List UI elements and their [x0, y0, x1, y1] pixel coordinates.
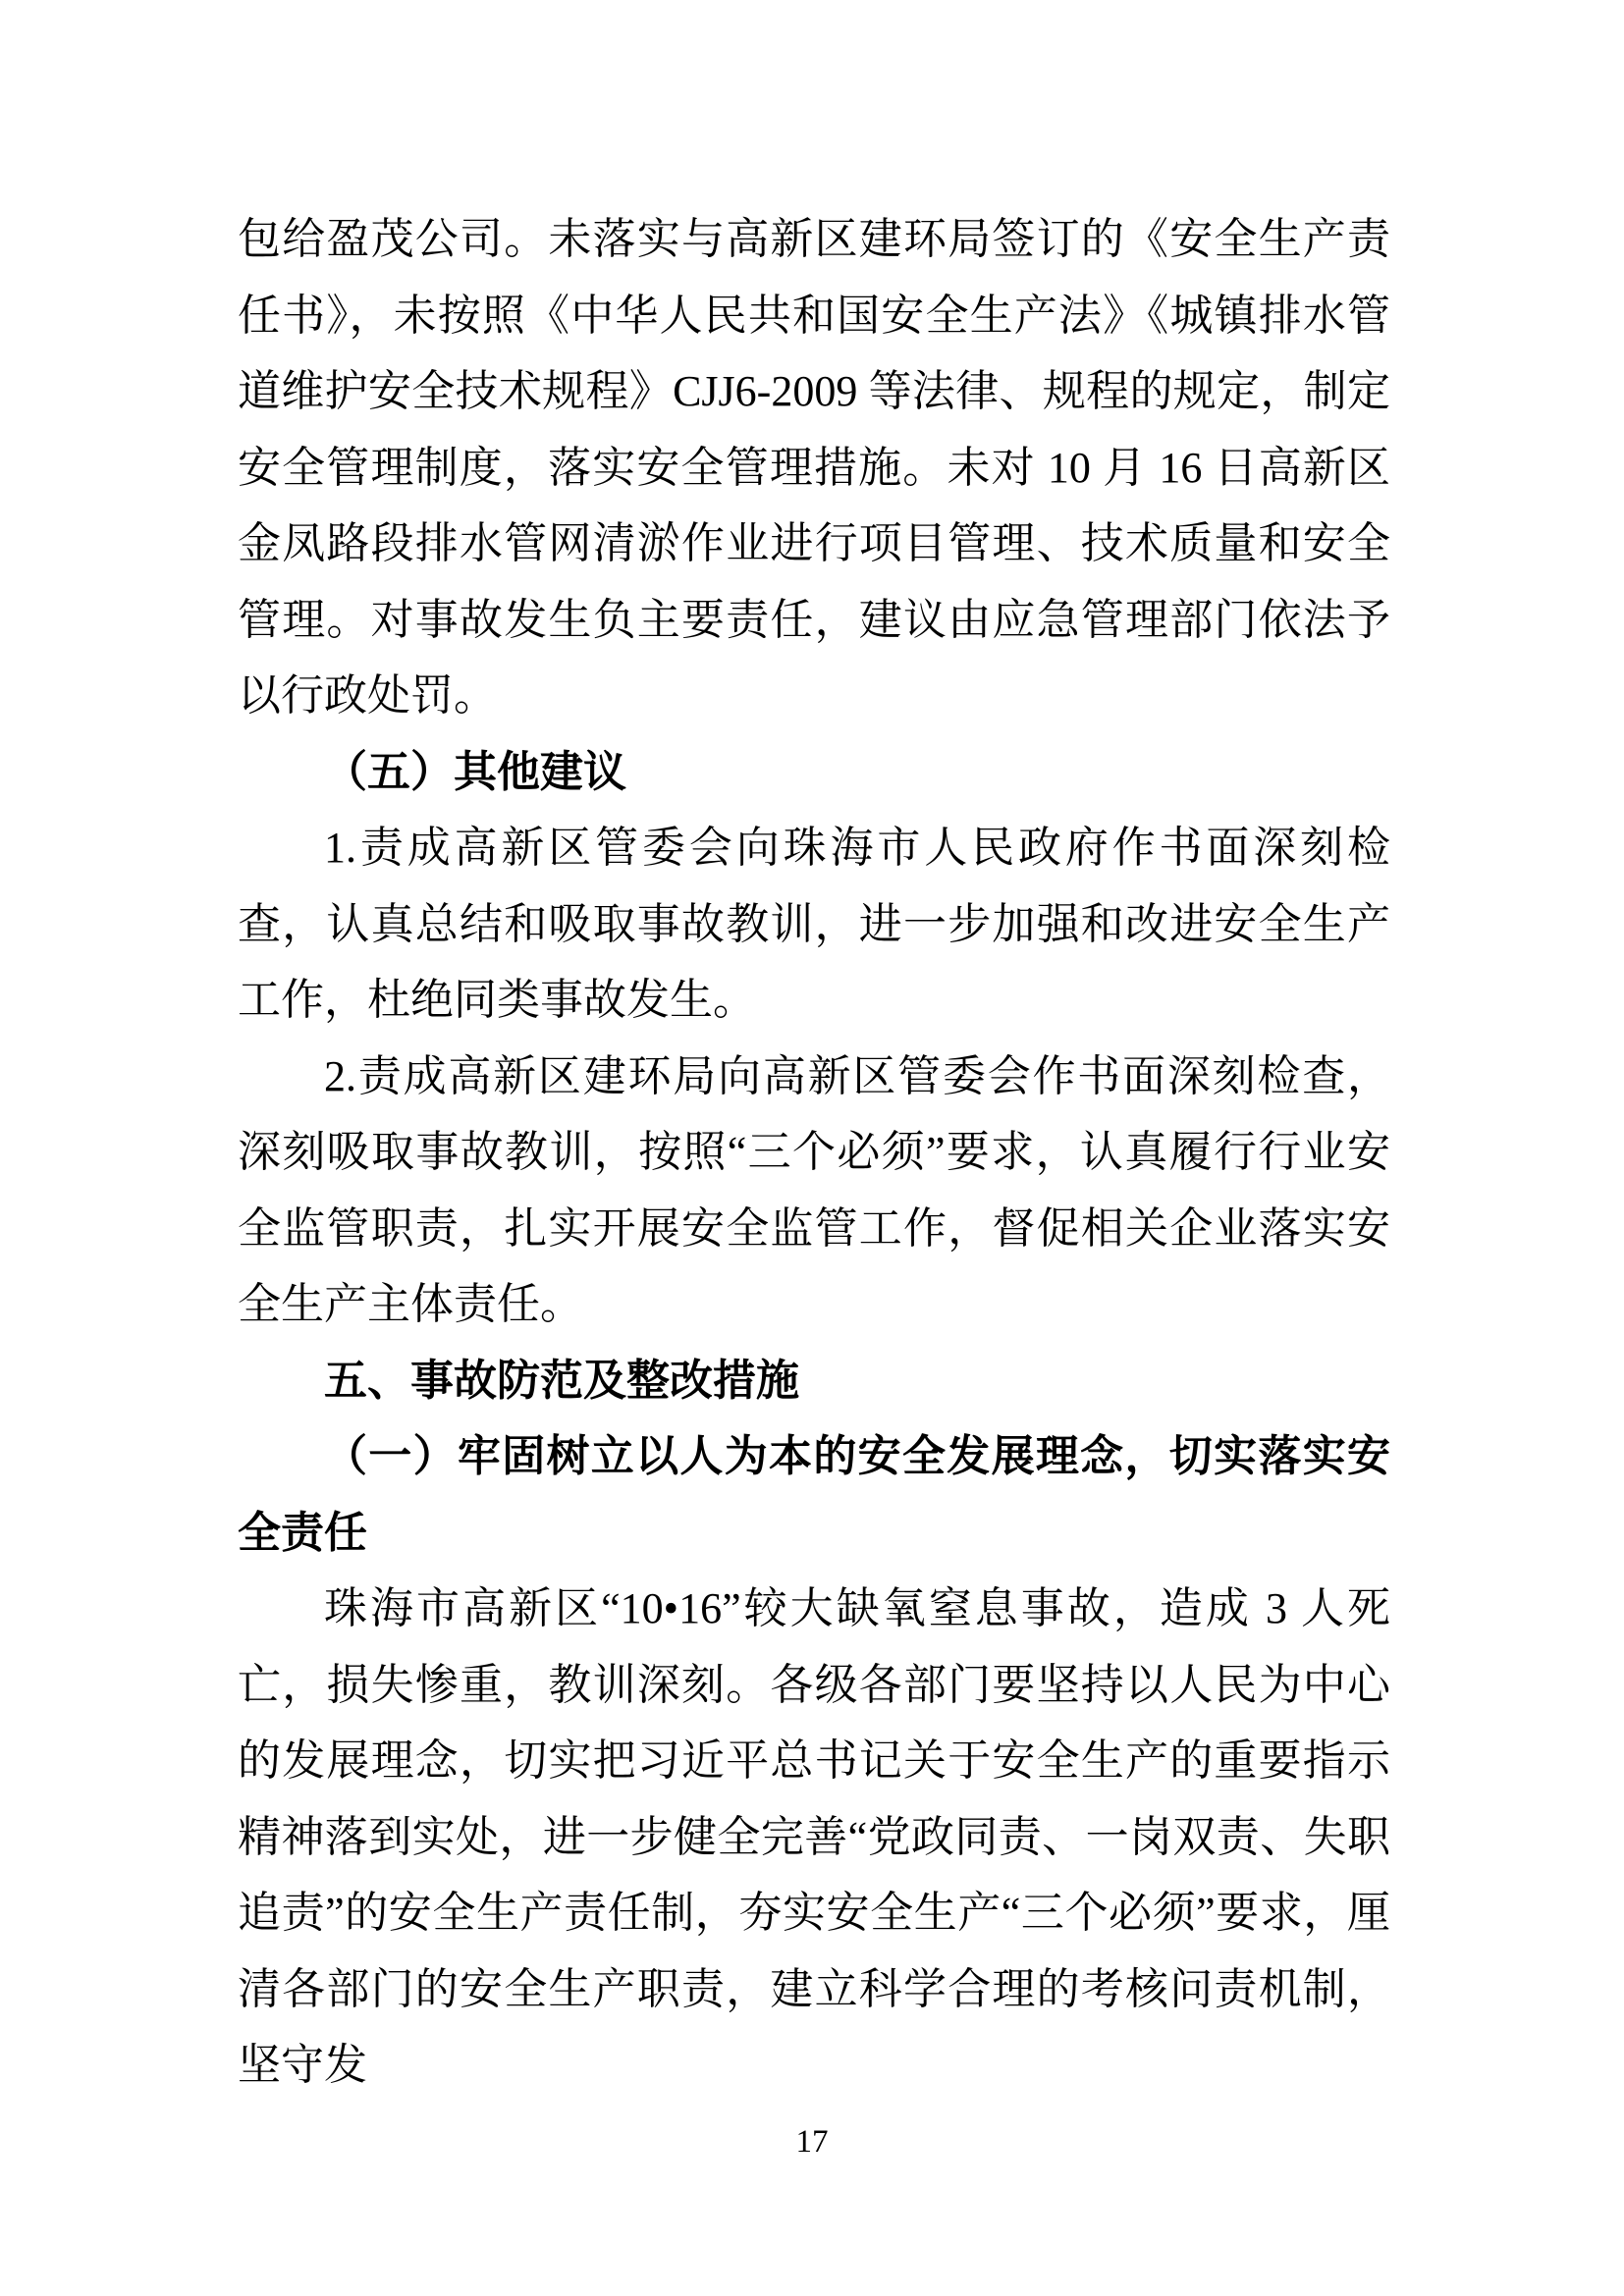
paragraph-responsibility-continued: 包给盈茂公司。未落实与高新区建环局签订的《安全生产责任书》，未按照《中华人民共和国安全生产法》《城镇排水管道维护安全技术规程》CJJ6-2009 等法律、规程的规定，制定安全管理制度，落实安全管理措施。未对 10 月 16 日高新区金凤路段排水管网清淤作业进行项目管理、技术质量和安全管理。对事故发生负主要责任，建议由应急管理部门依法予以行政处罚。 — [238, 215, 1390, 720]
document-body — [238, 201, 1390, 2104]
heading-prevention-and-rectification: 五、事故防范及整改措施 — [324, 1356, 799, 1405]
heading-other-recommendations: （五）其他建议 — [324, 747, 626, 796]
page-footer — [0, 2122, 1624, 2162]
recommendation-item-2: 2.责成高新区建环局向高新区管委会作书面深刻检查，深刻吸取事故教训，按照“三个必须”要求，认真履行行业安全监管职责，扎实开展安全监管工作，督促相关企业落实安全生产主体责任。 — [238, 1051, 1390, 1328]
heading-safety-development-concept: （一）牢固树立以人为本的安全发展理念，切实落实安全责任 — [238, 1432, 1390, 1557]
paragraph-accident-lessons: 珠海市高新区“10•16”较大缺氧窒息事故，造成 3 人死亡，损失惨重，教训深刻。各级各部门要坚持以人民为中心的发展理念，切实把习近平总书记关于安全生产的重要指示精神落到实处，进一步健全完善“党政同责、一岗双责、失职追责”的安全生产责任制，夯实安全生产“三个必须”要求，厘清各部门的安全生产职责，建立科学合理的考核问责机制，坚守发 — [238, 1584, 1390, 2089]
page-number: 17 — [795, 2124, 829, 2160]
recommendation-item-1: 1.责成高新区管委会向珠海市人民政府作书面深刻检查，认真总结和吸取事故教训，进一步加强和改进安全生产工作，杜绝同类事故发生。 — [238, 824, 1390, 1024]
